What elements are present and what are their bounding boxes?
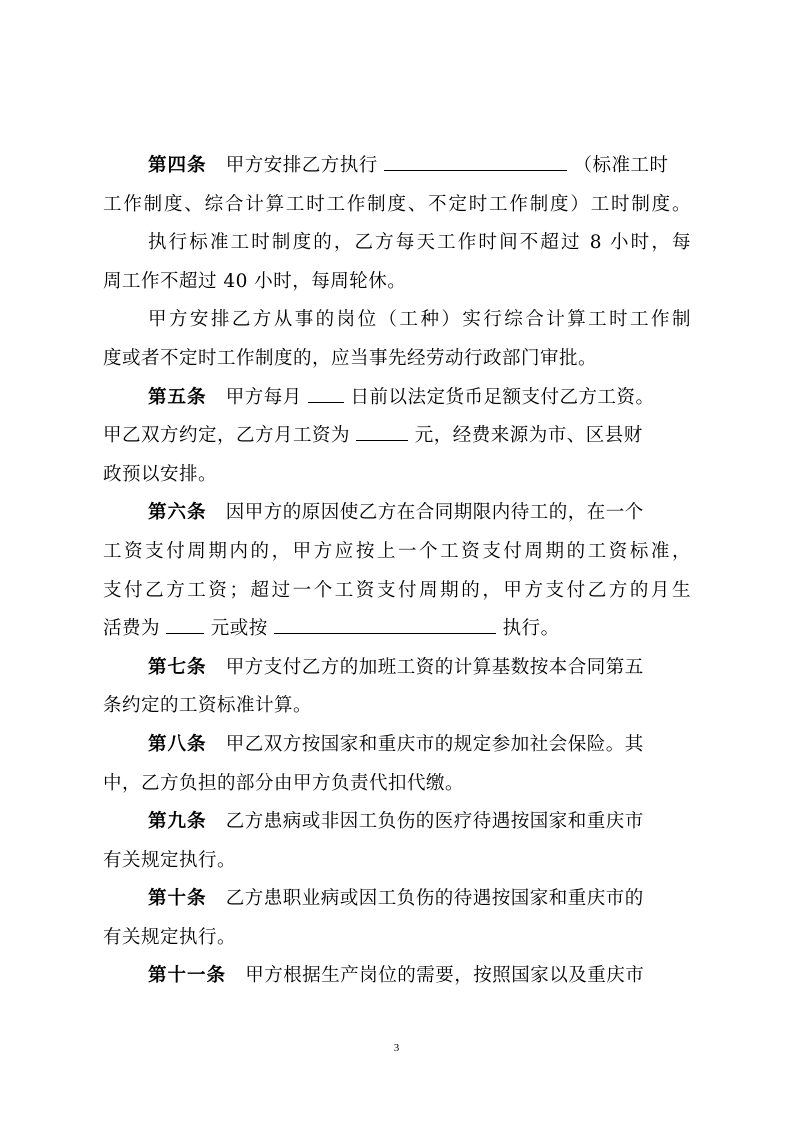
clause-5-text-b: 日前以法定货币足额支付乙方工资。 — [350, 386, 655, 408]
monthly-salary-blank — [356, 420, 408, 441]
page-number: 3 — [393, 1042, 400, 1054]
clause-4-heading: 第四条 — [148, 155, 207, 176]
clause-10-text-a: 乙方患职业病或因工负伤的待遇按国家和重庆市的 — [225, 888, 644, 910]
clause-4-p3-line-1: 甲方安排乙方从事的岗位（工种）实行综合计算工时工作制 — [148, 309, 691, 331]
work-hours-system-blank — [384, 150, 567, 171]
clause-5-line-3: 政预以安排。 — [103, 463, 218, 485]
clause-6-heading: 第六条 — [148, 502, 207, 524]
clause-11-heading: 第十一条 — [148, 965, 227, 987]
clause-10-heading: 第十条 — [148, 888, 207, 910]
living-allowance-blank — [166, 613, 204, 634]
clause-10-line-1 — [103, 880, 691, 919]
clause-6-text-d: 执行。 — [502, 618, 560, 640]
clause-7-heading: 第七条 — [148, 656, 207, 678]
clause-6-line-4 — [103, 610, 691, 649]
clause-4-p3-line-2: 度或者不定时工作制度的，应当事先经劳动行政部门审批。 — [103, 347, 598, 369]
pay-day-blank — [308, 382, 344, 403]
clause-4-p2-line-2: 周工作不超过 40 小时，每周轮休。 — [103, 270, 407, 292]
clause-5-text-a: 甲方每月 — [225, 386, 302, 408]
clause-4-text-b: （标准工时 — [573, 155, 669, 176]
clause-6-line-1 — [103, 494, 691, 533]
clause-7-line-2: 条约定的工资标准计算。 — [103, 695, 313, 717]
contract-body — [103, 147, 691, 996]
clause-5-text-d: 元，经费来源为市、区县财 — [414, 425, 643, 447]
clause-8-line-1 — [103, 726, 691, 765]
clause-6-line-3: 支付乙方工资；超过一个工资支付周期的，甲方支付乙方的月生 — [103, 579, 691, 601]
clause-9-line-2: 有关规定执行。 — [103, 849, 237, 871]
clause-11-line-1 — [103, 957, 691, 996]
clause-5-heading: 第五条 — [148, 386, 207, 408]
allowance-standard-blank — [274, 613, 496, 634]
clause-4-line-1 — [103, 147, 691, 186]
clause-9-heading: 第九条 — [148, 811, 207, 833]
clause-5-line-1 — [103, 379, 691, 418]
clause-9-text-a: 乙方患病或非因工负伤的医疗待遇按国家和重庆市 — [225, 811, 644, 833]
clause-10-line-2: 有关规定执行。 — [103, 926, 237, 948]
clause-11-text-a: 甲方根据生产岗位的需要，按照国家以及重庆市 — [245, 965, 645, 987]
clause-4-line-2: 工作制度、综合计算工时工作制度、不定时工作制度）工时制度。 — [103, 193, 691, 215]
clause-6-text-c: 元或按 — [210, 618, 268, 640]
clause-5-text-c: 甲乙双方约定，乙方月工资为 — [103, 425, 351, 447]
clause-6-text-b: 活费为 — [103, 618, 161, 640]
clause-8-text-a: 甲乙双方按国家和重庆市的规定参加社会保险。其 — [225, 733, 644, 755]
clause-6-line-2: 工资支付周期内的，甲方应按上一个工资支付周期的工资标准， — [103, 540, 691, 562]
clause-7-line-1 — [103, 649, 691, 688]
clause-5-line-2 — [103, 417, 691, 456]
clause-9-line-1 — [103, 803, 691, 842]
clause-4-p2-line-1: 执行标准工时制度的，乙方每天工作时间不超过 8 小时，每 — [148, 232, 691, 254]
clause-8-heading: 第八条 — [148, 733, 207, 755]
clause-7-text-a: 甲方支付乙方的加班工资的计算基数按本合同第五 — [225, 656, 644, 678]
clause-8-line-2: 中，乙方负担的部分由甲方负责代扣代缴。 — [103, 772, 465, 794]
clause-4-text-a: 甲方安排乙方执行 — [225, 155, 378, 176]
clause-6-text-a: 因甲方的原因使乙方在合同期限内待工的，在一个 — [225, 502, 644, 524]
